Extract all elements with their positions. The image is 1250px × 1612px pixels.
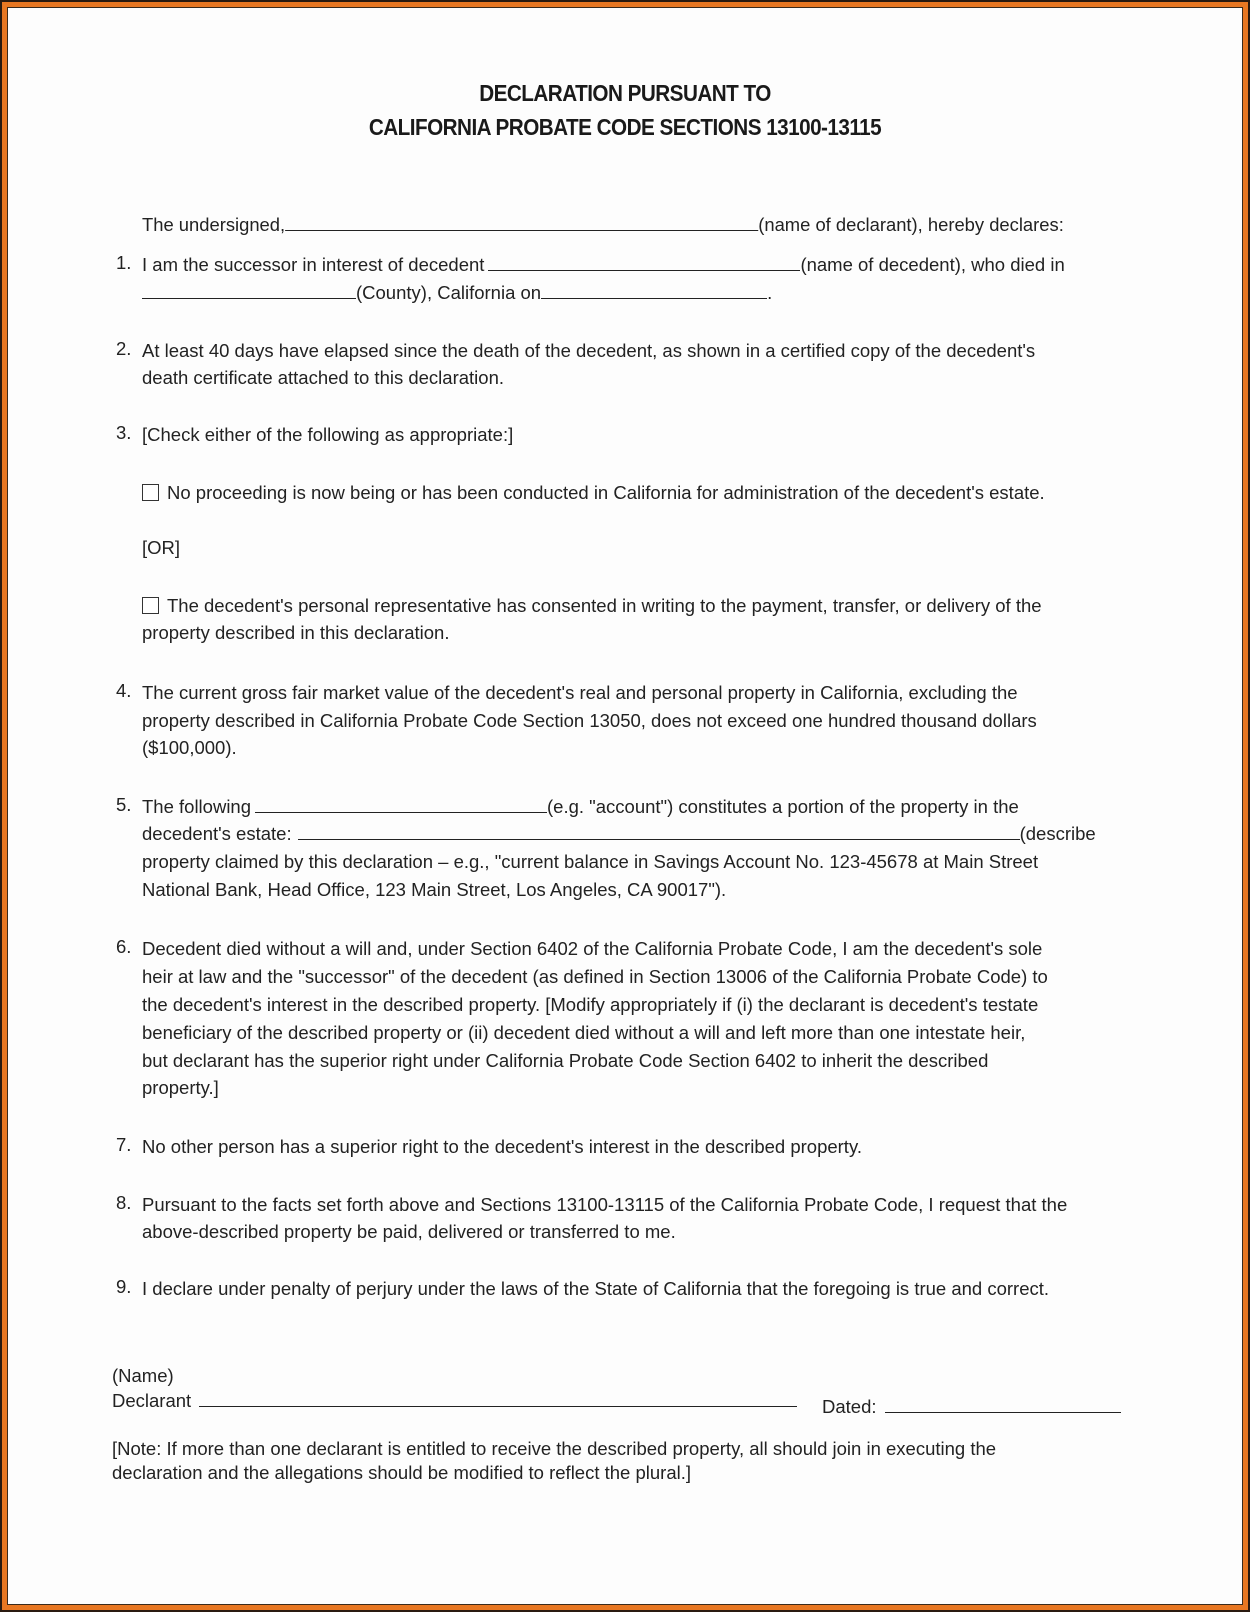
item-3-line1: [Check either of the following as appropriate:] — [142, 424, 514, 445]
property-description-field[interactable] — [298, 825, 1020, 840]
document-title-line2: CALIFORNIA PROBATE CODE SECTIONS 13100-13115 — [368, 114, 882, 140]
item-number-5: 5. — [116, 794, 132, 815]
declarant-label: Declarant — [112, 1390, 192, 1411]
item-5-text-d: (describe — [1019, 823, 1096, 844]
item-6-line1: Decedent died without a will and, under Section 6402 of the California Probate Code, I am the decedent's sole — [142, 938, 1043, 959]
item-number-6: 6. — [116, 936, 132, 957]
item-number-1: 1. — [116, 252, 132, 273]
item-number-4: 4. — [116, 680, 132, 701]
item-1-line2 — [142, 282, 772, 304]
option-a-checkbox[interactable] — [142, 484, 159, 501]
item-1-line1 — [142, 254, 1065, 276]
document-page — [7, 7, 1243, 1605]
item-6-line5: but declarant has the superior right under California Probate Code Section 6402 to inherit the described — [142, 1050, 989, 1071]
option-b-label-line2: property described in this declaration. — [142, 622, 450, 643]
option-b-row — [142, 595, 1042, 617]
item-5-line3: property claimed by this declaration – e.g., "current balance in Savings Account No. 123-45678 at Main Street — [142, 851, 1039, 872]
item-number-7: 7. — [116, 1134, 132, 1155]
option-b-checkbox[interactable] — [142, 597, 159, 614]
item-6-line4: beneficiary of the described property or (ii) decedent died without a will and left more than one intestate heir, — [142, 1022, 1026, 1043]
item-4-line3: ($100,000). — [142, 737, 237, 758]
note-line1: [Note: If more than one declarant is entitled to receive the described property, all should join in executing the — [112, 1438, 997, 1459]
item-number-8: 8. — [116, 1192, 132, 1213]
item-4-line1: The current gross fair market value of the decedent's real and personal property in California, excluding the — [142, 682, 1018, 703]
declarant-name-field[interactable] — [285, 216, 758, 231]
item-5-text-c: decedent's estate: — [142, 823, 292, 844]
item-5-line4: National Bank, Head Office, 123 Main Street, Los Angeles, CA 90017"). — [142, 879, 727, 900]
decedent-name-field[interactable] — [488, 256, 800, 271]
death-date-field[interactable] — [541, 284, 767, 299]
or-label: [OR] — [142, 537, 181, 558]
item-5-line2 — [142, 823, 1096, 845]
county-field[interactable] — [142, 284, 356, 299]
declarant-row — [112, 1390, 797, 1412]
option-a-row — [142, 482, 1045, 504]
item-2-line1: At least 40 days have elapsed since the death of the decedent, as shown in a certified copy of the decedent's — [142, 340, 1036, 361]
item-8-line2: above-described property be paid, delivered or transferred to me. — [142, 1221, 676, 1242]
intro-prefix: The undersigned, — [142, 214, 286, 235]
name-label: (Name) — [112, 1365, 174, 1386]
item-6-line3: the decedent's interest in the described property. [Modify appropriately if (i) the declarant is decedent's testate — [142, 994, 1039, 1015]
item-5-line1 — [142, 796, 1019, 818]
intro-line — [142, 214, 1126, 236]
item-1-text-b: (name of decedent), who died in — [800, 254, 1065, 275]
option-b-label-line1: The decedent's personal representative has consented in writing to the payment, transfer, or delivery of the — [167, 595, 1042, 616]
document-title-line1: DECLARATION PURSUANT TO — [479, 80, 771, 106]
item-number-2: 2. — [116, 338, 132, 359]
item-number-9: 9. — [116, 1276, 132, 1297]
item-6-line6: property.] — [142, 1077, 219, 1098]
property-type-field[interactable] — [255, 798, 547, 813]
item-2-line2: death certificate attached to this declaration. — [142, 367, 504, 388]
intro-suffix: (name of declarant), hereby declares: — [758, 214, 1064, 235]
dated-row — [822, 1396, 1121, 1418]
item-5-text-a: The following — [142, 796, 252, 817]
dated-label: Dated: — [822, 1396, 877, 1417]
item-5-text-b: (e.g. "account") constitutes a portion of the property in the — [547, 796, 1019, 817]
item-1-text-d: . — [767, 282, 773, 303]
item-9-line1: I declare under penalty of perjury under the laws of the State of California that the foregoing is true and correct. — [142, 1278, 1050, 1299]
dated-field[interactable] — [885, 1398, 1121, 1413]
option-a-label: No proceeding is now being or has been conducted in California for administration of the decedent's estate. — [167, 482, 1045, 503]
item-4-line2: property described in California Probate Code Section 13050, does not exceed one hundred thousand dollars — [142, 710, 1037, 731]
note-line2: declaration and the allegations should be modified to reflect the plural.] — [112, 1462, 692, 1483]
declarant-signature-field[interactable] — [199, 1392, 797, 1407]
item-number-3: 3. — [116, 422, 132, 443]
item-8-line1: Pursuant to the facts set forth above and Sections 13100-13115 of the California Probate Code, I request that the — [142, 1194, 1068, 1215]
item-1-text-c: (County), California on — [356, 282, 542, 303]
item-7-line1: No other person has a superior right to the decedent's interest in the described property. — [142, 1136, 862, 1157]
item-6-line2: heir at law and the "successor" of the decedent (as defined in Section 13006 of the California Probate Code) to — [142, 966, 1048, 987]
item-1-text-a: I am the successor in interest of decedent — [142, 254, 485, 275]
